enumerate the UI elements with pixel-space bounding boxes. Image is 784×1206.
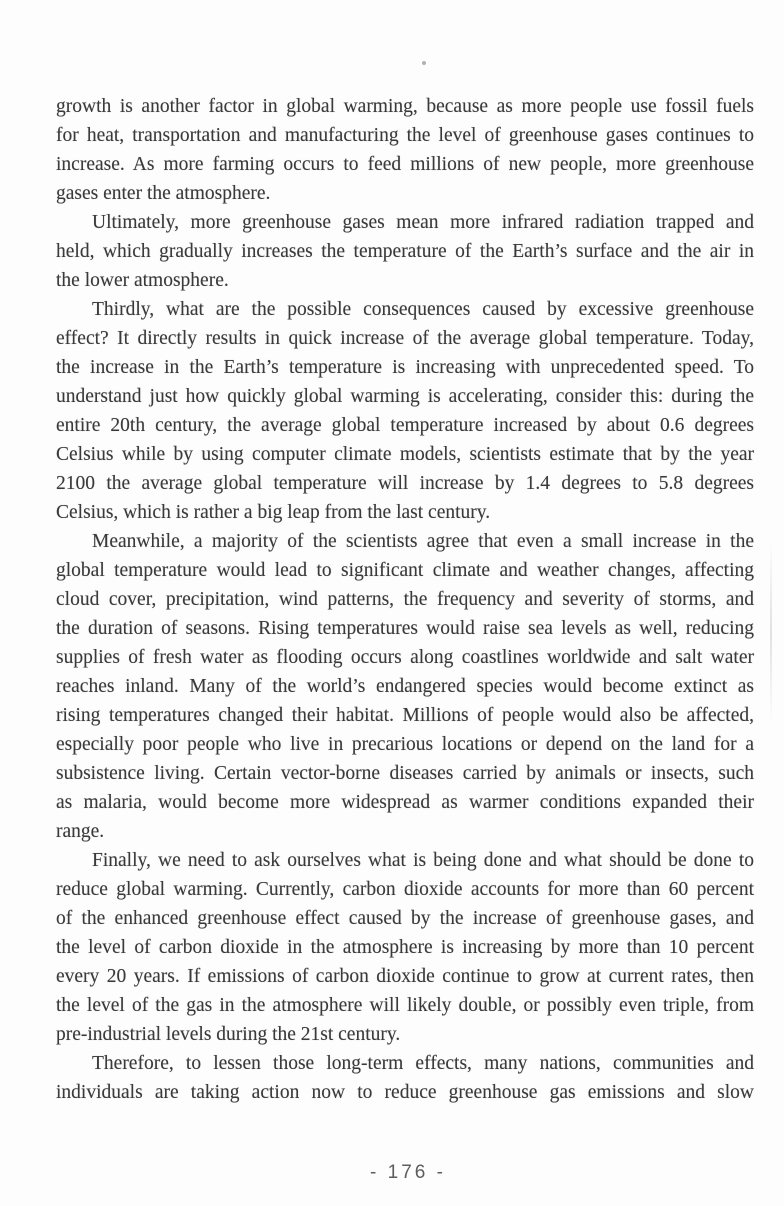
text-line: the duration of seasons. Rising temperatures would raise sea levels as well, reducing — [56, 618, 754, 639]
text-line: gases enter the atmosphere. — [56, 183, 271, 204]
text-line: the level of the gas in the atmosphere will likely double, or possibly even triple, from — [56, 995, 754, 1016]
text-line: Ultimately, more greenhouse gases mean more infrared radiation trapped and — [92, 212, 754, 233]
text-line: the level of carbon dioxide in the atmosphere is increasing by more than 10 percent — [56, 937, 754, 958]
text-line: held, which gradually increases the temperature of the Earth’s surface and the air in — [56, 241, 754, 262]
text-line: increase. As more farming occurs to feed millions of new people, more greenhouse — [56, 154, 754, 175]
paragraph — [56, 295, 754, 527]
text-line: especially poor people who live in precarious locations or depend on the land for a — [56, 734, 754, 755]
text-line: of the enhanced greenhouse effect caused by the increase of greenhouse gases, and — [56, 908, 754, 929]
scan-line-artifact — [770, 540, 772, 725]
text-line: rising temperatures changed their habitat. Millions of people would also be affected, — [56, 705, 754, 726]
text-line: subsistence living. Certain vector-borne diseases carried by animals or insects, such — [56, 763, 754, 784]
scan-speck-artifact — [422, 61, 426, 65]
text-line: individuals are taking action now to reduce greenhouse gas emissions and slow — [56, 1082, 754, 1103]
text-line: Meanwhile, a majority of the scientists agree that even a small increase in the — [92, 531, 754, 552]
text-line: as malaria, would become more widespread as warmer conditions expanded their — [56, 792, 754, 813]
text-line: understand just how quickly global warming is accelerating, consider this: during the — [56, 386, 754, 407]
text-line: growth is another factor in global warming, because as more people use fossil fuels — [56, 96, 754, 117]
text-line: supplies of fresh water as flooding occurs along coastlines worldwide and salt water — [56, 647, 754, 668]
paragraph — [56, 1049, 754, 1107]
paragraph — [56, 846, 754, 1049]
text-line: Celsius, which is rather a big leap from the last century. — [56, 502, 491, 523]
text-line: for heat, transportation and manufacturing the level of greenhouse gases continues to — [56, 125, 754, 146]
text-line: cloud cover, precipitation, wind patterns, the frequency and severity of storms, and — [56, 589, 754, 610]
text-line: global temperature would lead to significant climate and weather changes, affecting — [56, 560, 754, 581]
text-line: reduce global warming. Currently, carbon dioxide accounts for more than 60 percent — [56, 879, 754, 900]
text-line: the increase in the Earth’s temperature is increasing with unprecedented speed. To — [56, 357, 754, 378]
paragraph — [56, 92, 754, 208]
text-line: range. — [56, 821, 105, 842]
paragraph — [56, 208, 754, 295]
text-line: Finally, we need to ask ourselves what is being done and what should be done to — [92, 850, 754, 871]
text-line: Thirdly, what are the possible consequences caused by excessive greenhouse — [92, 299, 754, 320]
text-line: 2100 the average global temperature will increase by 1.4 degrees to 5.8 degrees — [56, 473, 754, 494]
page-number: - 176 - — [370, 1162, 446, 1183]
text-line: reaches inland. Many of the world’s endangered species would become extinct as — [56, 676, 754, 697]
paragraph — [56, 527, 754, 846]
body-text-block — [56, 92, 754, 1107]
text-line: every 20 years. If emissions of carbon dioxide continue to grow at current rates, then — [56, 966, 754, 987]
text-line: entire 20th century, the average global temperature increased by about 0.6 degrees — [56, 415, 754, 436]
text-line: Celsius while by using computer climate models, scientists estimate that by the year — [56, 444, 754, 465]
text-line: pre-industrial levels during the 21st century. — [56, 1024, 401, 1045]
text-line: Therefore, to lessen those long-term effects, many nations, communities and — [92, 1053, 754, 1074]
text-line: the lower atmosphere. — [56, 270, 229, 291]
text-line: effect? It directly results in quick increase of the average global temperature. Today, — [56, 328, 754, 349]
